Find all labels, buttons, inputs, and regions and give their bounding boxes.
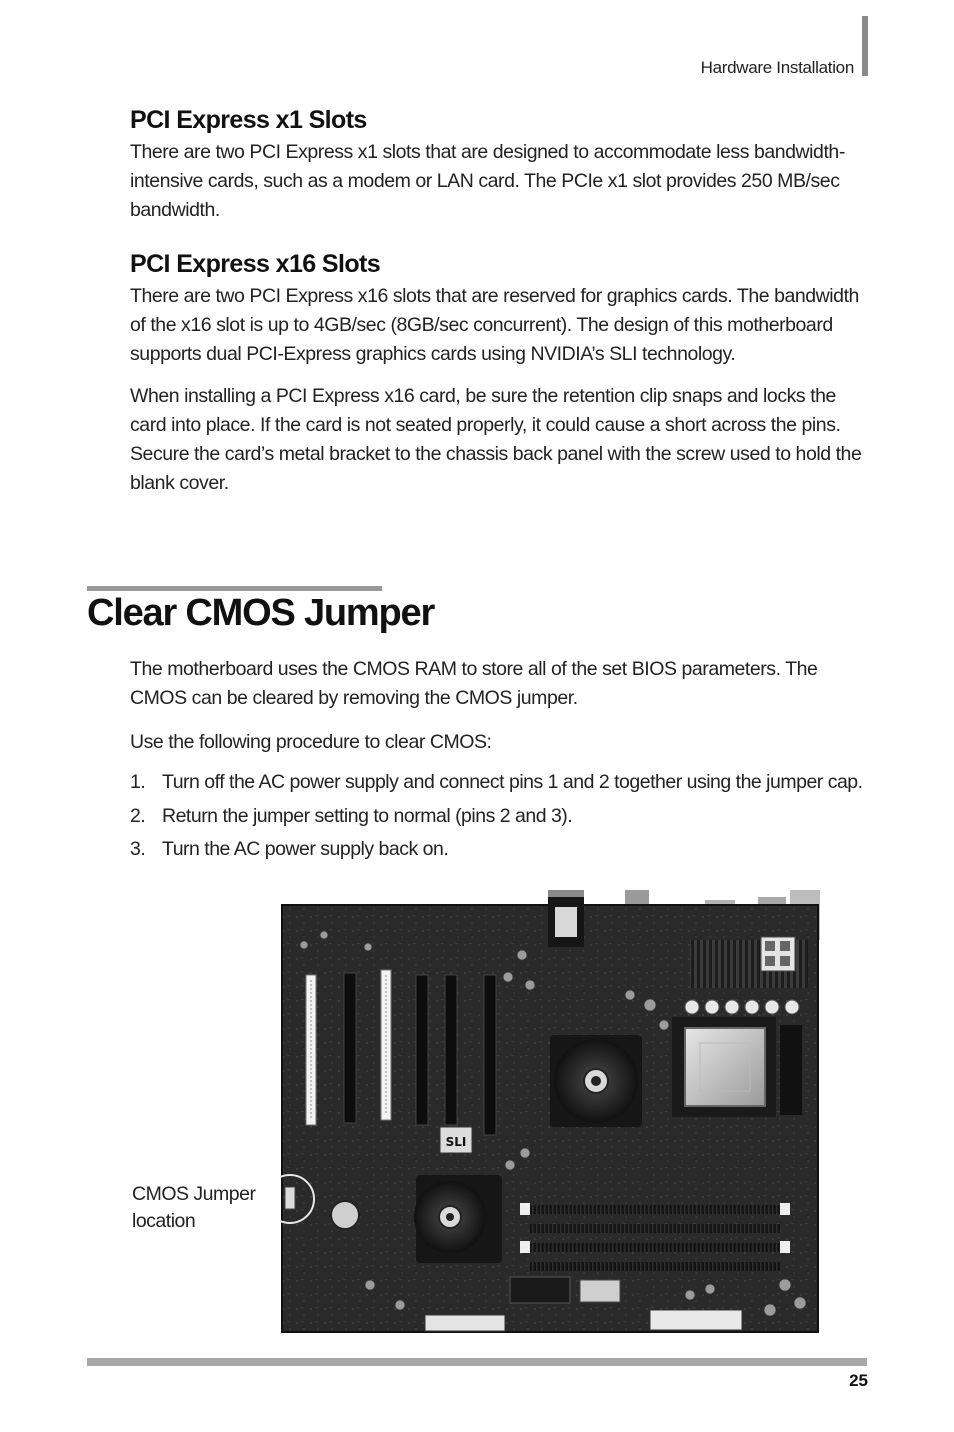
section-title: Clear CMOS Jumper [87, 592, 435, 634]
cmos-jumper-callout-label: CMOS Jumper location [132, 1183, 256, 1232]
procedure-step [130, 835, 870, 869]
sli-logo-text: SLI [445, 1135, 467, 1149]
pcie-x16-paragraph-2: When installing a PCI Express x16 card, be sure the retention clip snaps and locks the card into place. If the card is not seated properly, it could cause a short across the pins. Secure the card’s metal bracket to the chassis back panel with the screw used to hold the blank cover. [130, 385, 862, 494]
atx-power-connector [650, 1310, 742, 1330]
section-rule [87, 586, 382, 591]
step-text: Turn the AC power supply back on. [162, 838, 449, 860]
cmos-intro-paragraph: The motherboard uses the CMOS RAM to store all of the set BIOS parameters. The CMOS can be cleared by removing the CMOS jumper. [130, 658, 818, 709]
step-text: Turn off the AC power supply and connect pins 1 and 2 together using the jumper cap. [162, 771, 863, 793]
pcie-x1-heading: PCI Express x1 Slots [130, 106, 367, 134]
procedure-step [130, 768, 870, 802]
page-number: 25 [849, 1371, 868, 1390]
footer-bar [87, 1358, 867, 1366]
step-text: Return the jumper setting to normal (pins 2 and 3). [162, 804, 573, 827]
cmos-jumper [285, 1187, 295, 1209]
step-number: 2. [130, 804, 146, 827]
pcie-x16-paragraph-1: There are two PCI Express x16 slots that are reserved for graphics cards. The bandwidth of the x16 slot is up to 4GB/sec (8GB/sec concurrent). The design of this motherboard supports dual PCI-Express graphics cards using NVIDIA’s SLI technology. [130, 285, 859, 365]
pcie-x16-heading: PCI Express x16 Slots [130, 250, 381, 278]
step-number: 3. [130, 838, 146, 860]
cpu-chip [685, 1028, 765, 1106]
header-bar [862, 16, 868, 76]
procedure-steps [130, 768, 870, 869]
step-number: 1. [130, 771, 146, 793]
pcie-x1-paragraph: There are two PCI Express x1 slots that are designed to accommodate less bandwidth-intensive cards, such as a modem or LAN card. The PCIe x1 slot provides 250 MB/sec bandwidth. [130, 141, 845, 221]
chipset-fan [550, 1035, 642, 1127]
running-header: Hardware Installation [700, 58, 854, 77]
motherboard-photo [280, 885, 820, 1340]
cmos-battery [331, 1201, 359, 1229]
procedure-intro: Use the following procedure to clear CMOS: [130, 731, 492, 753]
procedure-step [130, 802, 870, 836]
southbridge-fan [414, 1175, 502, 1263]
